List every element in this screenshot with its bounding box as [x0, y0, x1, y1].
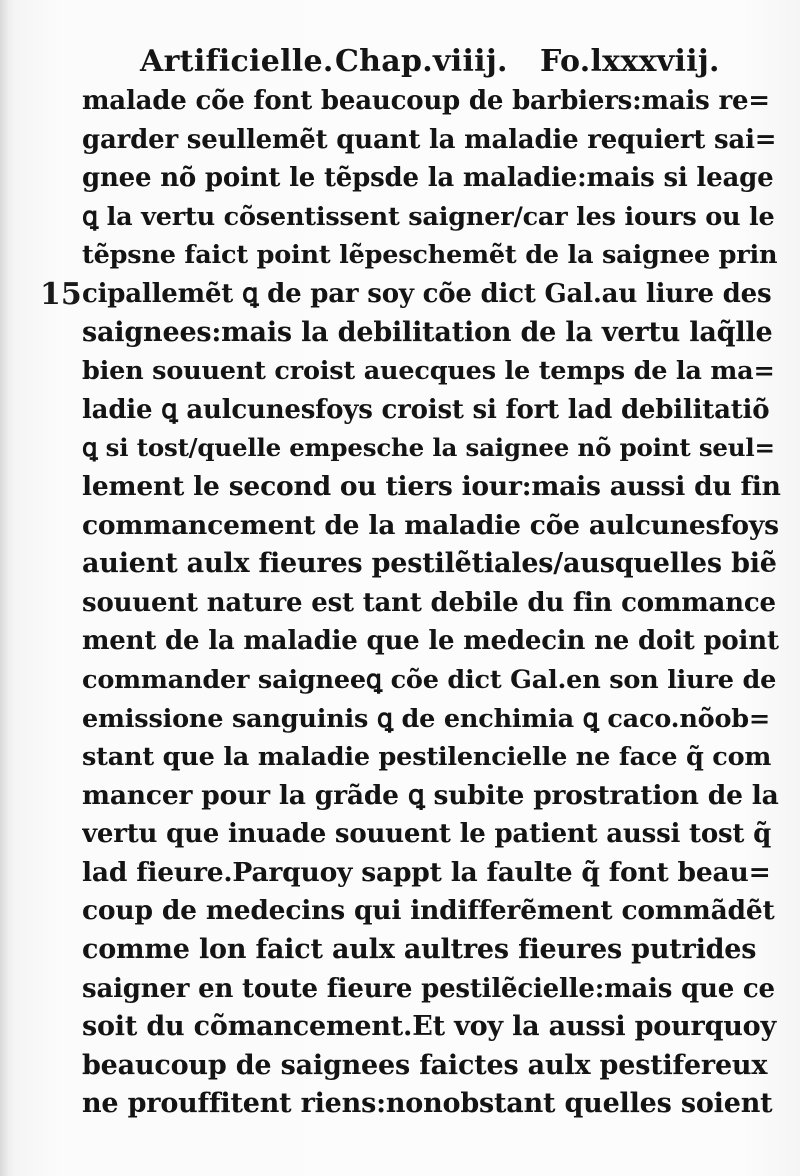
- text-line: ꝗ si tost/quelle empesche la saignee nõ point seul=: [82, 433, 775, 463]
- text-line: coup de medecins qui indifferẽment commãdẽt: [82, 895, 775, 927]
- text-line: garder seullemẽt quant la maladie requiert sai=: [82, 124, 777, 155]
- text-line: saigner en toute fieure pestilẽcielle:mais que ce: [82, 973, 775, 1004]
- text-line: malade cõe font beaucoup de barbiers:mais re=: [82, 86, 770, 116]
- text-line: soit du cõmancement.Et voy la aussi pourquoy: [82, 1011, 776, 1043]
- text-line: souuent nature est tant debile du fin commance: [82, 587, 776, 618]
- text-line: ladie ꝗ aulcunesfoys croist si fort lad debilitatiõ: [82, 394, 770, 425]
- text-line: tẽpsne faict point lẽpeschemẽt de la saignee prin: [82, 240, 778, 271]
- text-line: saignees:mais la debilitation de la vertu laq̃lle: [82, 316, 773, 348]
- body-text: [82, 82, 782, 1124]
- text-line: lement le second ou tiers iour:mais aussi du fin: [82, 470, 781, 502]
- margin-line-number: 15: [40, 277, 82, 312]
- text-line: ment de la maladie que le medecin ne doit point: [82, 626, 779, 657]
- text-line: ne prouffitent riens:nonobstant quelles soient: [82, 1088, 773, 1120]
- header-left: Artificielle.: [140, 44, 334, 79]
- text-line: comme lon faict aulx aultres fieures putrides: [82, 934, 757, 966]
- text-line: ꝗ la vertu cõsentissent saigner/car les iours ou le: [82, 201, 775, 232]
- text-line: commander saigneeꝗ cõe dict Gal.en son liure de: [82, 664, 777, 695]
- text-line: mancer pour la grãde ꝗ subite prostration de la: [82, 779, 779, 811]
- text-line: cipallemẽt ꝗ de par soy cõe dict Gal.au liure des: [82, 278, 772, 309]
- text-line: commancement de la maladie cõe aulcunesfoys: [82, 509, 779, 541]
- text-line: stant que la maladie pestilencielle ne face q̃ com: [82, 742, 772, 773]
- page-edge-shadow: [0, 0, 14, 1176]
- header-chapter: Chap.viiij.: [335, 44, 508, 79]
- text-line: lad fieure.Parquoy sappt la faulte q̃ font beau=: [82, 856, 771, 888]
- text-line: gnee nõ point le tẽpsde la maladie:mais si leage: [82, 163, 774, 194]
- text-line: auient aulx fieures pestilẽtiales/ausquelles biẽ: [82, 548, 777, 580]
- text-line: bien souuent croist auecques le temps de la ma=: [82, 356, 775, 387]
- running-header: [140, 40, 780, 88]
- text-line: beaucoup de saignees faictes aulx pestifereux: [82, 1049, 768, 1081]
- text-line: emissione sanguinis ꝗ de enchimia ꝗ caco.nõob=: [82, 703, 771, 734]
- text-line: vertu que inuade souuent le patient aussi tost q̃: [82, 819, 772, 850]
- header-folio: Fo.lxxxviij.: [540, 44, 720, 79]
